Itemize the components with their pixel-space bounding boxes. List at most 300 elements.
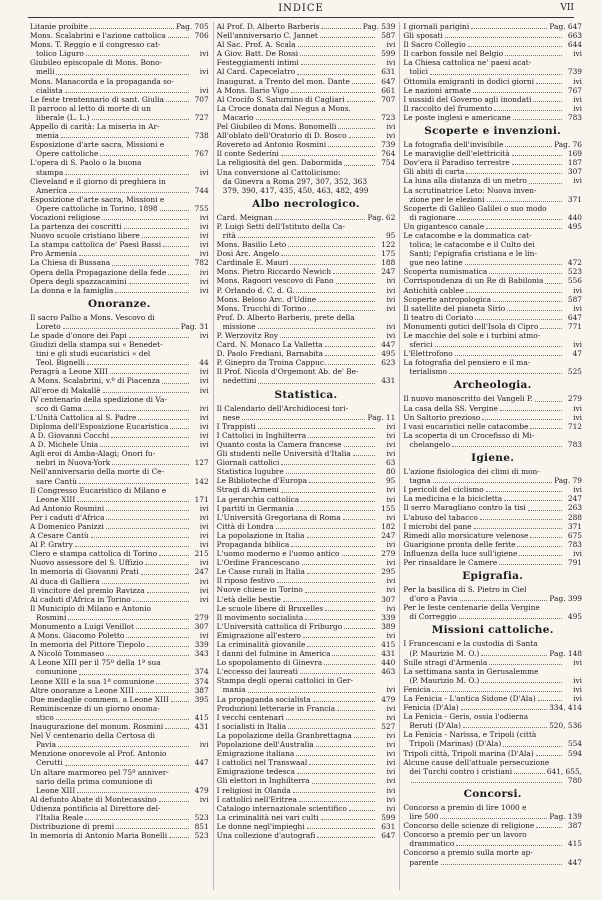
index-entry — [30, 58, 209, 67]
index-entry — [30, 540, 209, 549]
dot-leader — [536, 83, 562, 84]
entry-page: 754 — [381, 158, 396, 168]
entry-page: 279 — [381, 549, 396, 559]
entry-title: I vasi eucaristici nelle catacombe — [403, 421, 529, 431]
entry-title: stampa — [36, 167, 64, 177]
entry-title: A Giov. Batt. De Rossi — [216, 49, 299, 59]
entry-title: Macario — [222, 112, 254, 122]
index-entry — [217, 504, 396, 513]
dot-leader — [68, 619, 188, 620]
entry-page: 744 — [194, 185, 209, 195]
entry-title: La popolazione della Granbrettagna — [216, 730, 352, 740]
index-entry — [30, 149, 209, 158]
entry-page: 791 — [567, 557, 583, 567]
index-entry — [30, 549, 209, 558]
index-entry — [403, 848, 582, 857]
section-heading: Missioni cattoliche. — [431, 624, 554, 637]
dot-leader — [106, 528, 189, 529]
dot-leader — [100, 446, 189, 447]
index-entry — [30, 322, 209, 331]
entry-page: 647 — [381, 830, 396, 840]
entry-title: L'abuso del tabacco — [403, 512, 478, 522]
index-entry — [217, 67, 396, 76]
dot-leader — [475, 319, 562, 320]
index-entry — [403, 222, 582, 231]
entry-title: chelangelo — [409, 439, 451, 449]
section-heading: Statistica. — [274, 388, 338, 401]
dot-leader — [500, 410, 562, 411]
entry-page: ivi — [386, 439, 396, 449]
entry-title: Catalogo internazionale scientifico — [216, 803, 347, 813]
index-entry — [217, 786, 396, 795]
dot-leader — [84, 410, 189, 411]
entry-title: La casa della SS. Vergine — [403, 403, 498, 413]
entry-title: Distribuzione di premi — [30, 822, 115, 832]
index-entry — [30, 831, 209, 840]
index-entry — [30, 395, 209, 404]
entry-page: 431 — [381, 376, 396, 386]
entry-title: Santi; l'epigrafia cristiana e le lin- — [409, 249, 537, 259]
entry-page: 155 — [381, 503, 396, 513]
section-heading: Epigrafia. — [462, 570, 524, 583]
dot-leader — [300, 55, 375, 56]
index-entry — [30, 586, 209, 595]
entry-page: 431 — [194, 722, 209, 732]
index-entry — [403, 422, 582, 431]
entry-page: ivi — [199, 794, 209, 804]
entry-page: ivi — [386, 485, 396, 495]
entry-title: I cattolici nel Transwaal — [216, 758, 308, 768]
entry-title: Un gigantesco canale — [403, 221, 485, 231]
dot-leader — [170, 428, 188, 429]
index-entry — [217, 695, 396, 704]
index-entry — [30, 558, 209, 567]
index-entry — [30, 113, 209, 122]
entry-title: Il conte Sederini — [216, 149, 279, 159]
entry-page: ivi — [573, 403, 583, 413]
dot-leader — [459, 618, 562, 619]
entry-title: Pro Armenia — [30, 249, 78, 259]
index-entry — [403, 149, 582, 158]
entry-title: Il satellite del pianeta Sirio — [403, 303, 506, 313]
entry-page: ivi — [386, 122, 396, 132]
entry-title: Concorso a premio sulla morte ap- — [403, 848, 533, 858]
entry-title: Scoperte antropologica — [403, 294, 492, 304]
index-entry — [217, 86, 396, 95]
dot-leader — [168, 274, 188, 275]
index-entry — [217, 813, 396, 822]
entry-page: 343 — [194, 649, 209, 659]
entry-page: 63 — [385, 458, 396, 468]
index-entry — [30, 622, 209, 631]
entry-title: La fotografia del pensiero e il ma- — [403, 358, 531, 368]
dot-leader — [471, 28, 547, 29]
dot-leader — [489, 273, 562, 274]
index-columns — [30, 22, 582, 890]
entry-page: ivi — [386, 603, 396, 613]
index-entry — [403, 176, 582, 185]
index-entry — [30, 486, 209, 495]
index-entry — [403, 213, 582, 222]
entry-page: ivi — [199, 85, 209, 95]
index-entry — [403, 522, 582, 531]
dot-leader — [288, 246, 375, 247]
entry-title: Emigrazione tedesca — [216, 767, 296, 777]
index-entry — [403, 358, 582, 367]
index-entry — [403, 340, 582, 349]
entry-title: Giubileo episcopale di Mons. Bono- — [30, 58, 163, 68]
dot-leader — [312, 783, 376, 784]
entry-page: 307 — [194, 622, 209, 631]
entry-title: Nel V centenario della Certosa di — [30, 731, 155, 741]
dot-leader — [79, 674, 189, 675]
index-entry — [403, 86, 582, 95]
entry-title: Al Crocifo S. Saturnino di Cagliari — [216, 94, 345, 104]
dot-leader — [298, 46, 376, 47]
index-entry — [403, 839, 582, 848]
entry-title: P. Ginepro da Troina Cappuc. — [216, 358, 327, 368]
entry-page: Pag. 399 — [549, 594, 583, 604]
entry-title: I giornali parigini — [403, 22, 470, 31]
dot-leader — [342, 555, 376, 556]
entry-page: 175 — [381, 249, 396, 259]
index-entry — [217, 822, 396, 831]
entry-title: L'Università cattolica di Friburgo — [216, 621, 343, 631]
entry-title: Il movimento socialista — [216, 612, 304, 622]
index-entry — [217, 467, 396, 476]
dot-leader — [102, 219, 188, 220]
entry-page: 707 — [381, 94, 396, 104]
entry-title: Lo spopolamento di Ginevra — [216, 658, 323, 668]
entry-page: ivi — [386, 285, 396, 295]
entry-title: Il serro Maragliano contro la tisi — [403, 503, 526, 513]
dot-leader — [301, 64, 376, 65]
entry-title: Le macchie del sole e i turbini atmo- — [403, 331, 541, 340]
entry-title: Scoperta numismatica — [403, 267, 488, 277]
dot-leader — [528, 510, 562, 511]
entry-title: Mons. Trucchi di Torino — [216, 303, 307, 313]
entry-page: 783 — [567, 539, 583, 549]
entry-title: I cattolici nell'Eritrea — [216, 794, 297, 804]
index-entry — [217, 286, 396, 295]
entry-page: 334, 414 — [549, 703, 583, 713]
index-entry — [217, 258, 396, 267]
dot-leader — [256, 119, 376, 120]
index-entry — [30, 22, 209, 31]
index-entry — [30, 140, 209, 149]
entry-title: La propaganda socialista — [216, 694, 311, 704]
entry-title: Al defunto Abate di Montecassino — [30, 794, 157, 804]
index-entry — [217, 186, 396, 195]
entry-title: La stampa cattolica de' Paesi Bassi — [30, 240, 162, 250]
entry-title: Emigrazione all'estero — [216, 630, 301, 640]
entry-title: drammatico — [409, 839, 455, 849]
dot-leader — [87, 364, 189, 365]
dot-leader — [333, 273, 375, 274]
entry-title: l'Italia Reale — [36, 812, 84, 822]
entry-page: 247 — [567, 494, 583, 504]
dot-leader — [100, 155, 188, 156]
index-entry — [30, 804, 209, 813]
entry-title: Nell'anniversario C. Jannet — [216, 31, 318, 41]
dot-leader — [325, 346, 376, 347]
dot-leader — [286, 473, 376, 474]
index-entry — [217, 513, 396, 522]
dot-leader — [307, 646, 375, 647]
dot-leader — [494, 110, 562, 111]
entry-title: Il riposo festivo — [216, 576, 275, 586]
dot-leader — [275, 219, 366, 220]
entry-title: Diploma dell'Esposizione Eucaristica — [30, 421, 169, 431]
entry-page: 188 — [381, 258, 396, 268]
dot-leader — [124, 228, 189, 229]
entry-page: ivi — [573, 657, 583, 667]
dot-leader — [481, 682, 562, 683]
entry-page: ivi — [199, 412, 209, 422]
entry-title: tini e gli studi eucaristici » del — [36, 349, 151, 359]
entry-title: Al Prof. D. Alberto Barberis — [216, 22, 320, 31]
entry-page: 764 — [381, 149, 396, 159]
index-entry — [403, 585, 582, 594]
index-entry — [30, 67, 209, 76]
entry-title: Rovereto ad Antonio Rosmini — [216, 140, 327, 150]
dot-leader — [337, 710, 375, 711]
entry-title: Clero e stampa cattolica di Torino — [30, 549, 158, 559]
dot-leader — [159, 555, 189, 556]
entry-title: Statistica lugubre — [216, 467, 284, 477]
index-entry — [217, 458, 396, 467]
entry-title: La medicina e la bicicletta — [403, 494, 503, 504]
entry-title: Le maraviglie dell'elettricità — [403, 149, 510, 159]
dot-leader — [445, 37, 562, 38]
entry-title: L'età delle bestie — [216, 594, 281, 604]
index-column-3 — [399, 22, 582, 890]
dot-leader — [277, 582, 376, 583]
entry-title: La popolazione in Italia — [216, 530, 305, 540]
dot-leader — [313, 701, 376, 702]
entry-page: ivi — [199, 594, 209, 604]
dot-leader — [112, 464, 188, 465]
index-entry — [30, 631, 209, 640]
entry-title: Il nuovo manoscritto dei Vangeli P. — [403, 394, 533, 404]
entry-title: Gli sposati — [403, 31, 443, 41]
index-entry — [30, 268, 209, 277]
entry-page: ivi — [199, 240, 209, 250]
dot-leader — [112, 265, 189, 266]
entry-page: 279 — [194, 612, 209, 622]
entry-page: ivi — [386, 321, 396, 331]
index-entry — [30, 249, 209, 258]
index-entry — [217, 440, 396, 449]
dot-leader — [466, 292, 562, 293]
index-entry — [217, 540, 396, 549]
entry-page: 247 — [381, 267, 396, 277]
dot-leader — [56, 719, 189, 720]
dot-leader — [455, 355, 562, 356]
dot-leader — [115, 292, 188, 293]
entry-title: I socialisti in Italia — [216, 721, 287, 731]
index-entry — [30, 777, 209, 786]
entry-title: Cardinale E. Mauri — [216, 258, 289, 268]
entry-title: missione — [222, 321, 256, 331]
dot-leader — [300, 673, 375, 674]
dot-leader — [56, 74, 188, 75]
dot-leader — [111, 437, 189, 438]
dot-leader — [480, 519, 562, 520]
index-entry — [403, 703, 582, 712]
entry-page: 479 — [381, 694, 396, 704]
entry-title: Le Biblioteche d'Europa — [216, 476, 308, 486]
entry-page: ivi — [199, 503, 209, 513]
entry-page: ivi — [386, 794, 396, 804]
entry-page: 339 — [194, 640, 209, 650]
entry-page: ivi — [573, 485, 583, 495]
entry-title: I Trappisti — [216, 421, 256, 431]
dot-leader — [308, 310, 375, 311]
dot-leader — [307, 537, 376, 538]
entry-page: 599 — [381, 812, 396, 822]
index-entry — [403, 739, 582, 748]
entry-title: Produzioni letterarie in Francia — [216, 703, 336, 713]
entry-page: 215 — [194, 549, 209, 559]
entry-page: 182 — [381, 521, 396, 531]
entry-title: Ad Antonio Rosmini — [30, 503, 105, 513]
entry-title: d'oro a Pavia — [409, 594, 458, 604]
entry-title: L'opera di S. Paolo o la buona — [30, 158, 142, 168]
entry-title: Al duca di Galliera — [30, 576, 100, 586]
index-entry — [217, 249, 396, 258]
entry-title: Il vincitore del premio Ravizza — [30, 585, 145, 595]
entry-title: La Fenicia - L'antica Sidone (D'Ala) — [403, 694, 536, 703]
entry-title: Udienza pontificia al Direttore del- — [30, 803, 161, 813]
index-entry — [217, 322, 396, 331]
entry-title: Cleveland e il giorno di preghiera in — [30, 176, 166, 186]
index-entry — [403, 67, 582, 76]
index-entry — [217, 58, 396, 67]
dot-leader — [286, 719, 375, 720]
entry-title: Inaugurat. a Trento del mon. Dante — [216, 76, 350, 86]
index-entry — [403, 540, 582, 549]
dot-leader — [493, 301, 562, 302]
index-entry — [30, 204, 209, 213]
entry-title: La criminalità giovanile — [216, 640, 306, 649]
section-heading: Albo necrologico. — [252, 197, 360, 210]
dot-leader — [338, 128, 375, 129]
index-entry — [217, 231, 396, 240]
entry-title: Mons. Scalabrini e l'azione cattolica — [30, 31, 166, 41]
index-entry — [217, 177, 396, 186]
entry-page: 142 — [194, 476, 209, 486]
index-entry — [403, 104, 582, 113]
index-entry — [403, 295, 582, 304]
index-entry — [403, 158, 582, 167]
section-heading: Archeologia. — [453, 379, 532, 392]
entry-page: 587 — [567, 294, 583, 304]
entry-title: Corrispondenza di un Re di Babilonia — [403, 276, 544, 286]
index-entry — [217, 295, 396, 304]
dot-leader — [129, 337, 189, 338]
entry-page: 495 — [381, 349, 396, 359]
entry-title: I Cattolici in Inghilterra — [216, 430, 307, 440]
entry-page: 520, 536 — [549, 721, 583, 731]
dot-leader — [63, 328, 179, 329]
dot-leader — [75, 546, 189, 547]
entry-title: Emigrazione italiana — [216, 749, 295, 759]
entry-title: La gerarchia cattolica — [216, 494, 300, 504]
index-entry — [217, 349, 396, 358]
entry-title: La Chiesa di Bussana — [30, 258, 111, 268]
entry-page: 641, 655, — [546, 766, 583, 776]
index-entry — [403, 594, 582, 603]
entry-title: All'oblato dell'Oratorio di D. Bosco — [216, 131, 347, 141]
index-entry — [403, 830, 582, 839]
entry-page: ivi — [386, 758, 396, 768]
entry-title: L'eccesso dei laureati — [216, 667, 299, 677]
entry-page: 661 — [381, 85, 396, 95]
entry-page: Pag. 11 — [367, 412, 396, 422]
entry-title: Scoperte di Galileo Galilei o suo modo — [403, 203, 547, 213]
entry-title: Vocazioni religiose — [30, 212, 101, 222]
dot-leader — [163, 246, 189, 247]
dot-leader — [481, 655, 547, 656]
entry-page: ivi — [199, 576, 209, 586]
index-entry — [217, 149, 396, 158]
entry-page: ivi — [386, 558, 396, 568]
entry-title: (P. Maurizio M. O.) — [409, 648, 480, 658]
entry-title: Beruti (D'Ala) — [409, 721, 461, 731]
dot-leader — [85, 819, 188, 820]
entry-title: Per la basilica di S. Pietro in Ciel — [403, 585, 527, 595]
dot-leader — [411, 782, 562, 783]
entry-title: Opera degli spazzacamini — [30, 276, 127, 286]
entry-title: L'Ordine Francescano — [216, 558, 300, 568]
entry-title: Il Calendario dell'Archidiocesi tori- — [216, 403, 349, 413]
entry-page: ivi — [573, 76, 583, 86]
entry-title: Al Card. Capecelatro — [216, 67, 296, 77]
index-entry — [217, 758, 396, 767]
index-entry — [217, 304, 396, 313]
entry-title: Influenza della luce sull'igiene — [403, 548, 518, 558]
dot-leader — [126, 637, 188, 638]
entry-page: ivi — [199, 249, 209, 259]
entry-page: ivi — [573, 103, 583, 113]
entry-title: Per i caduti d'Africa — [30, 512, 105, 522]
index-entry — [403, 113, 582, 122]
index-entry — [30, 404, 209, 413]
dot-leader — [136, 628, 189, 629]
entry-page: 447 — [194, 758, 209, 768]
dot-leader — [503, 746, 562, 747]
entry-page: ivi — [199, 285, 209, 295]
entry-title: L'Università Gregoriana di Roma — [216, 512, 341, 522]
entry-page: 395 — [194, 694, 209, 704]
entry-page: 851 — [194, 822, 209, 832]
index-entry — [217, 585, 396, 594]
dot-leader — [344, 446, 376, 447]
index-entry — [30, 77, 209, 86]
index-entry — [30, 613, 209, 622]
dot-leader — [291, 92, 376, 93]
entry-page: 723 — [381, 112, 396, 122]
index-entry — [217, 640, 396, 649]
index-entry — [403, 485, 582, 494]
page-title: INDICE — [278, 3, 324, 14]
dot-leader — [293, 792, 376, 793]
entry-page: ivi — [199, 331, 209, 340]
index-entry — [403, 413, 582, 422]
index-entry — [403, 404, 582, 413]
entry-page: 440 — [567, 212, 583, 222]
